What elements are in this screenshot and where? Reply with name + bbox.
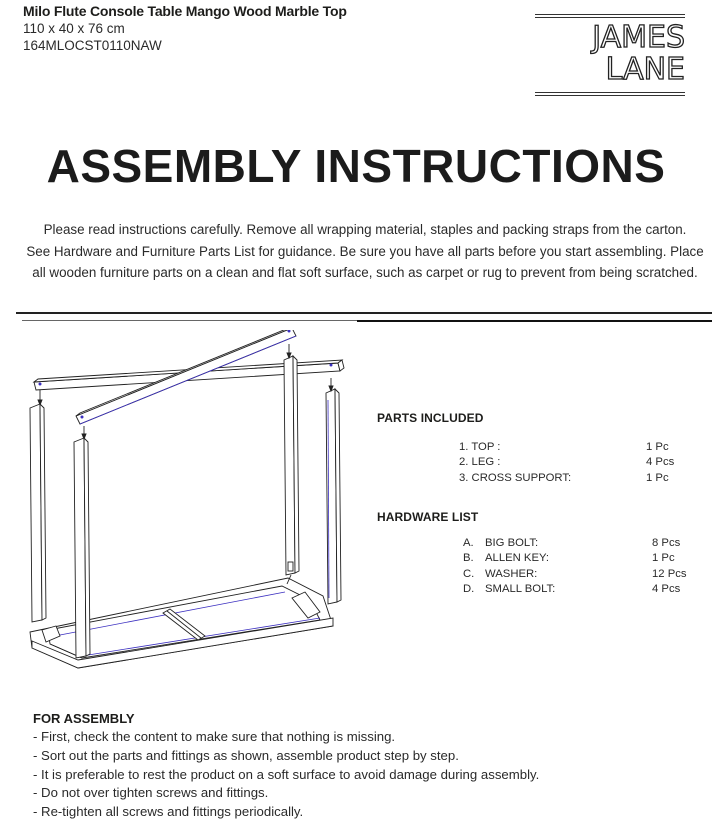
part-qty: 1 Pc (646, 471, 669, 484)
parts-row (459, 471, 674, 486)
parts-included-heading: PARTS INCLUDED (377, 411, 484, 425)
assembly-heading: FOR ASSEMBLY (33, 711, 135, 726)
assembly-step: - Re-tighten all screws and fittings periodically. (33, 804, 304, 820)
hardware-row (463, 536, 687, 551)
part-name: 2. LEG : (459, 456, 501, 469)
logo-word-james: JAMES (592, 20, 685, 55)
parts-row (459, 455, 674, 470)
part-qty: 1 Pc (646, 441, 669, 453)
product-title: Milo Flute Console Table Mango Wood Marble Top (23, 3, 347, 19)
intro-line: See Hardware and Furniture Parts List for guidance. Be sure you have all parts before you start assembling. Place (26, 243, 704, 259)
hardware-name: SMALL BOLT: (485, 582, 556, 595)
product-dimensions: 110 x 40 x 76 cm (23, 21, 125, 36)
hardware-qty: 1 Pc (652, 552, 675, 565)
part-name: 3. CROSS SUPPORT: (459, 471, 572, 484)
product-sku: 164MLOCST0110NAW (23, 38, 162, 53)
divider-bottom-thick (357, 320, 712, 322)
logo-top-bar (535, 14, 685, 18)
hardware-letter: D. (463, 582, 475, 595)
leg-back-right (326, 378, 341, 604)
part-qty: 4 Pcs (646, 456, 675, 469)
hardware-qty: 8 Pcs (652, 537, 681, 549)
assembly-step: - It is preferable to rest the product on a soft surface to avoid damage during assembly. (33, 766, 540, 782)
hardware-row (463, 582, 687, 597)
exploded-view-diagram (20, 330, 370, 670)
leg-front-left (30, 390, 46, 622)
hardware-list-heading: HARDWARE LIST (377, 510, 479, 524)
hardware-letter: A. (463, 537, 474, 549)
parts-included-list (459, 440, 674, 486)
assembly-step: - First, check the content to make sure that nothing is missing. (33, 729, 396, 744)
assembly-step: - Sort out the parts and fittings as shown, assemble product step by step. (33, 747, 459, 763)
part-name: 1. TOP : (459, 441, 501, 453)
hardware-letter: C. (463, 567, 475, 580)
james-lane-logo (535, 14, 685, 96)
intro-line: all wooden furniture parts on a clean and flat soft surface, such as carpet or rug to prevent from being scratched. (32, 265, 698, 280)
hardware-name: ALLEN KEY: (485, 552, 550, 565)
leg-front-middle (74, 426, 90, 658)
parts-row (459, 440, 674, 455)
logo-bottom-bar (535, 92, 685, 96)
intro-line: Please read instructions carefully. Remove all wrapping material, staples and packing straps from the carton. (43, 222, 687, 237)
product-header (23, 3, 347, 54)
assembly-step: - Do not over tighten screws and fittings. (33, 785, 269, 801)
logo-word-lane: LANE (605, 52, 685, 87)
hardware-list (463, 536, 687, 597)
hardware-letter: B. (463, 552, 474, 565)
hardware-name: BIG BOLT: (485, 537, 539, 549)
hardware-qty: 4 Pcs (652, 582, 681, 595)
hardware-qty: 12 Pcs (652, 567, 687, 580)
page-title: ASSEMBLY INSTRUCTIONS (46, 140, 666, 192)
hardware-row (463, 567, 687, 582)
hardware-name: WASHER: (485, 567, 538, 580)
leg-back-middle (284, 344, 299, 584)
intro-paragraph (0, 219, 712, 284)
divider-top (16, 312, 712, 314)
hardware-row (463, 551, 687, 566)
assembly-steps (33, 728, 539, 822)
